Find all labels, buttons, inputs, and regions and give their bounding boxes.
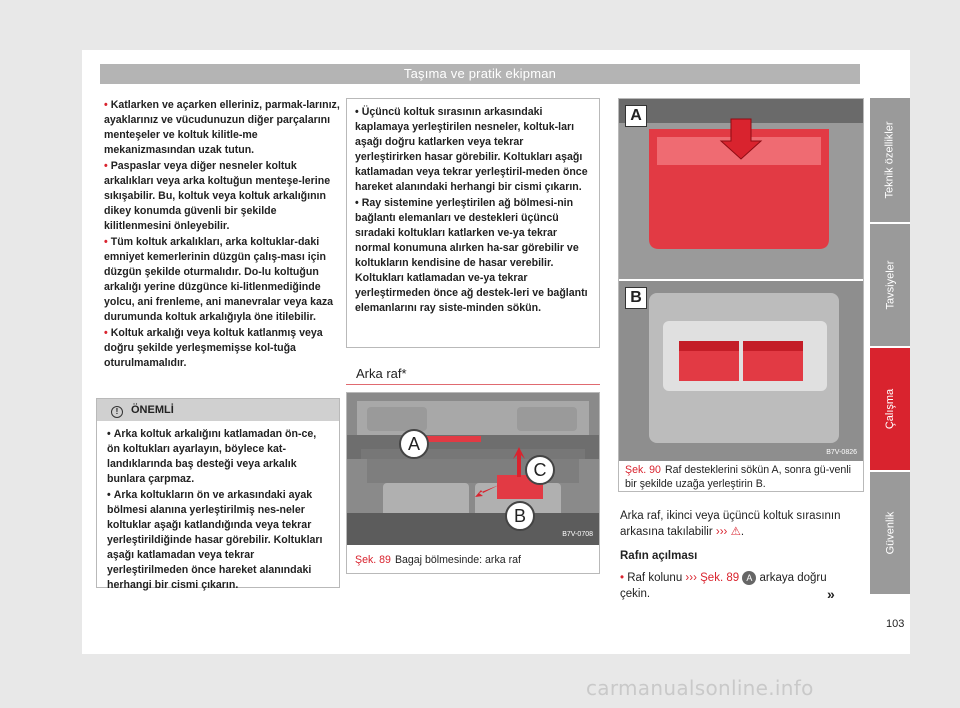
notice-box (96, 398, 340, 591)
figure-90 (618, 98, 864, 492)
list-item: • Arka koltukların ön ve arkasındaki ayak bölmesi alanına yerleştirilmiş nes-neler koltuklar aşağı katlandığında veya tekrar yerleştirildiğinde hasar görebilir. Koltukları aşağı katlamadan veya tekrar yerleştirilmeden önce hareket alanındaki herhangi bir cismi çıkarın. (107, 489, 323, 591)
subsection-title: Rafın açılması (620, 550, 698, 562)
callout-letter: A (742, 571, 756, 585)
list-item: • Katlarken ve açarken elleriniz, parmak-larınız, ayaklarınız ve vücudunuzun diğer parçalarını menteşeler ve koltuk kilitle-me mekanizmasından uzak tutun. (104, 99, 340, 156)
figure-caption: Şek. 89 Bagaj bölmesinde: arka raf (355, 554, 521, 566)
page-header: Taşıma ve pratik ekipman (100, 64, 860, 84)
figure-code: B7V-0826 (826, 449, 857, 456)
tab-technical[interactable]: Teknik özellikler (870, 98, 910, 222)
figure-ref-link[interactable]: Şek. 89 (700, 572, 740, 584)
watermark: carmanualsonline.info (586, 676, 814, 700)
col1-warning-list (104, 98, 340, 372)
list-item: • Paspaslar veya diğer nesneler koltuk arkalıkları veya arka koltuğun menteşe-lerine sıkışabilir. Bu, koltuk veya koltuk arkalığının dikey konumda güvenli bir şekilde kilitlenmesini önleyebilir. (104, 160, 331, 232)
section-divider (346, 384, 600, 385)
intro-paragraph: Arka raf, ikinci veya üçüncü koltuk sırasının arkasına takılabilir ››› ⚠. (620, 510, 841, 538)
notice-header (97, 399, 339, 421)
section-title: Arka raf* (356, 366, 407, 381)
page-number: 103 (886, 618, 905, 630)
tab-operation[interactable]: Çalışma (870, 348, 910, 470)
warning-triangle-icon: ⚠ (730, 526, 741, 538)
label-b: B (505, 501, 535, 531)
notice-body (97, 421, 339, 600)
info-icon: ! (111, 406, 123, 418)
figure-caption: Şek. 90 Raf desteklerini sökün A, sonra gü-venli bir şekilde uzağa yerleştirin B. (625, 464, 852, 490)
panel-b-illustration (619, 281, 863, 461)
label-a: A (399, 429, 429, 459)
tab-safety[interactable]: Güvenlik (870, 472, 910, 594)
notice-title: ÖNEMLİ (131, 404, 174, 416)
list-item: • Koltuk arkalığı veya koltuk katlanmış veya doğru şekilde yerleşmemişse kol-tuğa oturulmamalıdır. (104, 327, 323, 369)
ref-arrows: ››› (715, 526, 728, 538)
tab-tips[interactable]: Tavsiyeler (870, 224, 910, 346)
continue-icon: » (827, 586, 835, 602)
list-item: • Ray sistemine yerleştirilen ağ bölmesi-nin bağlantı elemanları ve destekleri üçüncü sıradaki koltukları katlarken ve-ya tekrar normal konumuna alırken ha-sar görebilir ve koltukların kendisine de hasar verebilir. Koltukları katlamadan ve-ya tekrar yerleştirmeden önce ağ destek-leri ve bağlantı elemanlarını ray siste-minden sökün. (355, 197, 588, 314)
trunk-shelf-illustration (347, 393, 599, 545)
list-item: • Arka koltuk arkalığını katlamadan ön-ce, ön koltukları ayarlayın, böylece kat-landıklarında baş desteği veya arkalık bunlara çarpmaz. (107, 428, 317, 485)
figure-code: B7V-0708 (562, 531, 593, 538)
list-item: • Tüm koltuk arkalıkları, arka koltuklar-daki emniyet kemerlerinin düzgün çalış-ması için düzgün şekilde oturmalıdır. Do-lu koltuğun arkalığı yerine düzgünce ki-litlenmediğinde yolcu, ani frenleme, ani manevralar veya kaza durumunda koltuk arkalığıyla öne itilebilir. (104, 236, 334, 323)
figure-89 (346, 392, 600, 574)
label-c: C (525, 455, 555, 485)
col2-warning-box (346, 98, 600, 348)
list-item: • Üçüncü koltuk sırasının arkasındaki kaplamaya yerleştirilen nesneler, koltuk-ları aşağı doğru katlarken veya tekrar yerleştirirken hasar görebilir. Koltukları aşağı katlamadan veya tekrar yerleştiril-meden önce hareket alanındaki herhangi bir cismi çıkarın. (355, 106, 588, 193)
instruction-step: • Raf kolunu ››› Şek. 89 A arkaya doğru çekin. (620, 572, 827, 600)
panel-a-label: A (625, 105, 647, 127)
panel-a-illustration (619, 99, 863, 279)
ref-arrows: ››› (685, 572, 697, 584)
panel-b-label: B (625, 287, 647, 309)
